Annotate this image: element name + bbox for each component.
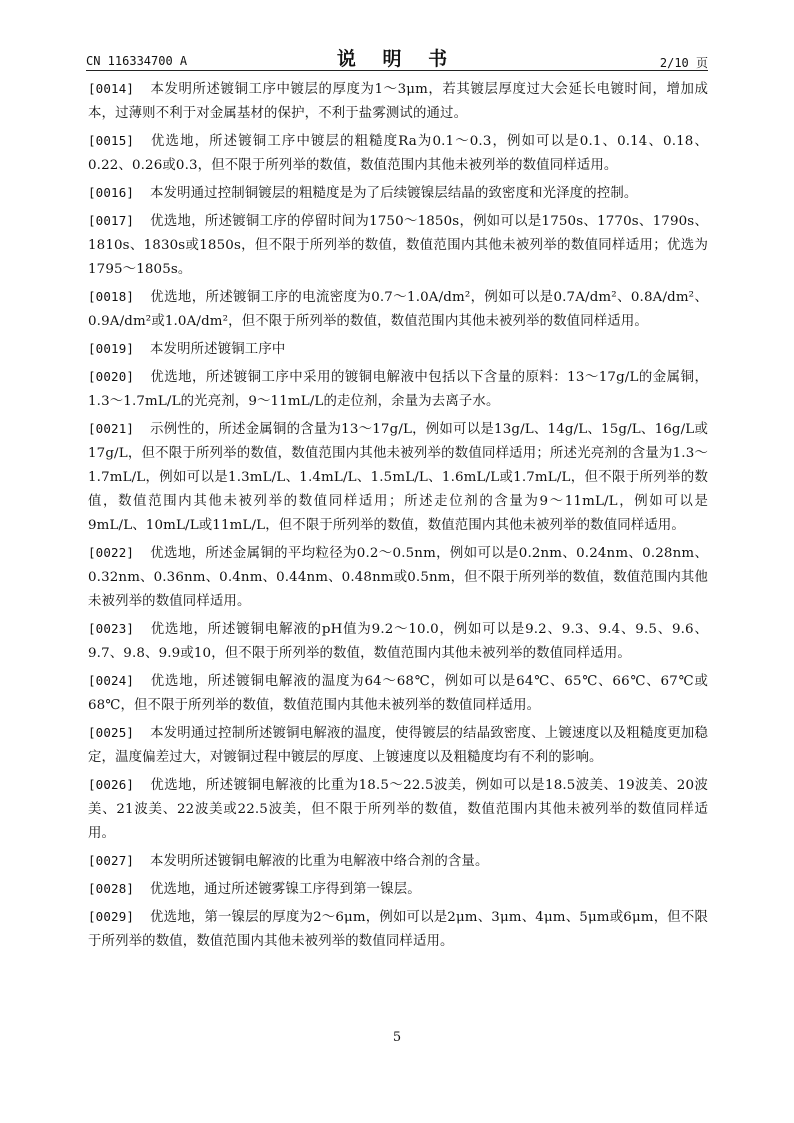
paragraph: [88, 541, 708, 614]
page-number: 5: [392, 1030, 402, 1045]
paragraph: [88, 905, 708, 954]
paragraph: [88, 337, 708, 362]
paragraph-number: [0021]: [88, 421, 135, 436]
paragraph-number: [0026]: [88, 777, 135, 792]
document-title: 说 明 书: [336, 48, 458, 70]
paragraph-text: 优选地，所述镀铜工序的电流密度为0.7～1.0A/dm²，例如可以是0.7A/dm²、0.8A/dm²、0.9A/dm²或1.0A/dm²，但不限于所列举的数值，数值范围内其他未被列举的数值同样适用。: [88, 290, 709, 329]
paragraph-text: 优选地，所述镀铜电解液的pH值为9.2～10.0，例如可以是9.2、9.3、9.4、9.5、9.6、9.7、9.8、9.9或10，但不限于所列举的数值，数值范围内其他未被列举的数值同样适用。: [88, 622, 708, 661]
paragraph-text: 本发明通过控制铜镀层的粗糙度是为了后续镀镍层结晶的致密度和光泽度的控制。: [150, 186, 638, 201]
paragraph-text: 本发明所述镀铜电解液的比重为电解液中络合剂的含量。: [150, 854, 489, 869]
paragraph: [88, 181, 708, 206]
header-rule: [86, 70, 708, 71]
paragraph-text: 本发明通过控制所述镀铜电解液的温度，使得镀层的结晶致密度、上镀速度以及粗糙度更加稳定，温度偏差过大，对镀铜过程中镀层的厚度、上镀速度以及粗糙度均有不利的影响。: [88, 726, 708, 765]
paragraph-number: [0014]: [88, 81, 135, 96]
paragraph-text: 优选地，所述金属铜的平均粒径为0.2～0.5nm，例如可以是0.2nm、0.24nm、0.28nm、0.32nm、0.36nm、0.4nm、0.44nm、0.48nm或0.5nm，但不限于所列举的数值，数值范围内其他未被列举的数值同样适用。: [88, 546, 708, 609]
paragraph-text: 优选地，第一镍层的厚度为2～6μm，例如可以是2μm、3μm、4μm、5μm或6μm，但不限于所列举的数值，数值范围内其他未被列举的数值同样适用。: [88, 910, 708, 949]
paragraph: [88, 849, 708, 874]
paragraph: [88, 773, 708, 846]
paragraph-number: [0022]: [88, 545, 135, 560]
paragraph-number: [0029]: [88, 909, 135, 924]
paragraph-text: 本发明所述镀铜工序中镀层的厚度为1～3μm，若其镀层厚度过大会延长电镀时间，增加成本，过薄则不利于对金属基材的保护，不利于盐雾测试的通过。: [88, 82, 708, 121]
page-info: 2/10 页: [659, 56, 708, 70]
paragraph-number: [0025]: [88, 725, 135, 740]
paragraph-text: 优选地，所述镀铜工序的停留时间为1750～1850s，例如可以是1750s、1770s、1790s、1810s、1830s或1850s，但不限于所列举的数值，数值范围内其他未被列举的数值同样适用；优选为1795～1805s。: [88, 214, 708, 277]
paragraph-text: 优选地，所述镀铜电解液的比重为18.5～22.5波美，例如可以是18.5波美、19波美、20波美、21波美、22波美或22.5波美，但不限于所列举的数值，数值范围内其他未被列举的数值同样适用。: [88, 778, 708, 841]
paragraph-number: [0015]: [88, 133, 135, 148]
paragraph-number: [0023]: [88, 621, 135, 636]
paragraph: [88, 365, 708, 414]
paragraph: [88, 669, 708, 718]
publication-number: CN 116334700 A: [86, 54, 188, 68]
paragraph: [88, 417, 708, 538]
paragraph-text: 本发明所述镀铜工序中: [150, 342, 286, 357]
paragraph: [88, 209, 708, 282]
paragraph-number: [0018]: [88, 289, 135, 304]
paragraph-text: 优选地，通过所述镀雾镍工序得到第一镍层。: [150, 882, 421, 897]
paragraph-text: 示例性的，所述金属铜的含量为13～17g/L，例如可以是13g/L、14g/L、15g/L、16g/L或17g/L，但不限于所列举的数值，数值范围内其他未被列举的数值同样适用；所述光亮剂的含量为1.3～1.7mL/L，例如可以是1.3mL/L、1.4mL/L、1.5mL/L、1.6mL/L或1.7mL/L，但不限于所列举的数值，数值范围内其他未被列举的数值同样适用；所述走位剂的含量为9～11mL/L，例如可以是9mL/L、10mL/L或11mL/L，但不限于所列举的数值，数值范围内其他未被列举的数值同样适用。: [88, 422, 708, 533]
paragraph-number: [0017]: [88, 213, 135, 228]
paragraph: [88, 77, 708, 126]
paragraph-number: [0028]: [88, 881, 135, 896]
paragraph-number: [0020]: [88, 369, 135, 384]
paragraph: [88, 617, 708, 666]
paragraph-number: [0016]: [88, 185, 135, 200]
paragraph-number: [0027]: [88, 853, 135, 868]
paragraph-text: 优选地，所述镀铜电解液的温度为64～68℃，例如可以是64℃、65℃、66℃、67℃或68℃，但不限于所列举的数值，数值范围内其他未被列举的数值同样适用。: [88, 674, 708, 713]
paragraph-text: 优选地，所述镀铜工序中采用的镀铜电解液中包括以下含量的原料：13～17g/L的金属铜，1.3～1.7mL/L的光亮剂，9～11mL/L的走位剂，余量为去离子水。: [88, 370, 708, 409]
paragraph: [88, 721, 708, 770]
document-body: [88, 77, 708, 957]
paragraph: [88, 877, 708, 902]
paragraph-number: [0024]: [88, 673, 135, 688]
paragraph-number: [0019]: [88, 341, 135, 356]
paragraph-text: 优选地，所述镀铜工序中镀层的粗糙度Ra为0.1～0.3，例如可以是0.1、0.14、0.18、0.22、0.26或0.3，但不限于所列举的数值，数值范围内其他未被列举的数值同样适用。: [88, 134, 708, 173]
paragraph: [88, 285, 708, 334]
page-header: [86, 44, 708, 72]
paragraph: [88, 129, 708, 178]
